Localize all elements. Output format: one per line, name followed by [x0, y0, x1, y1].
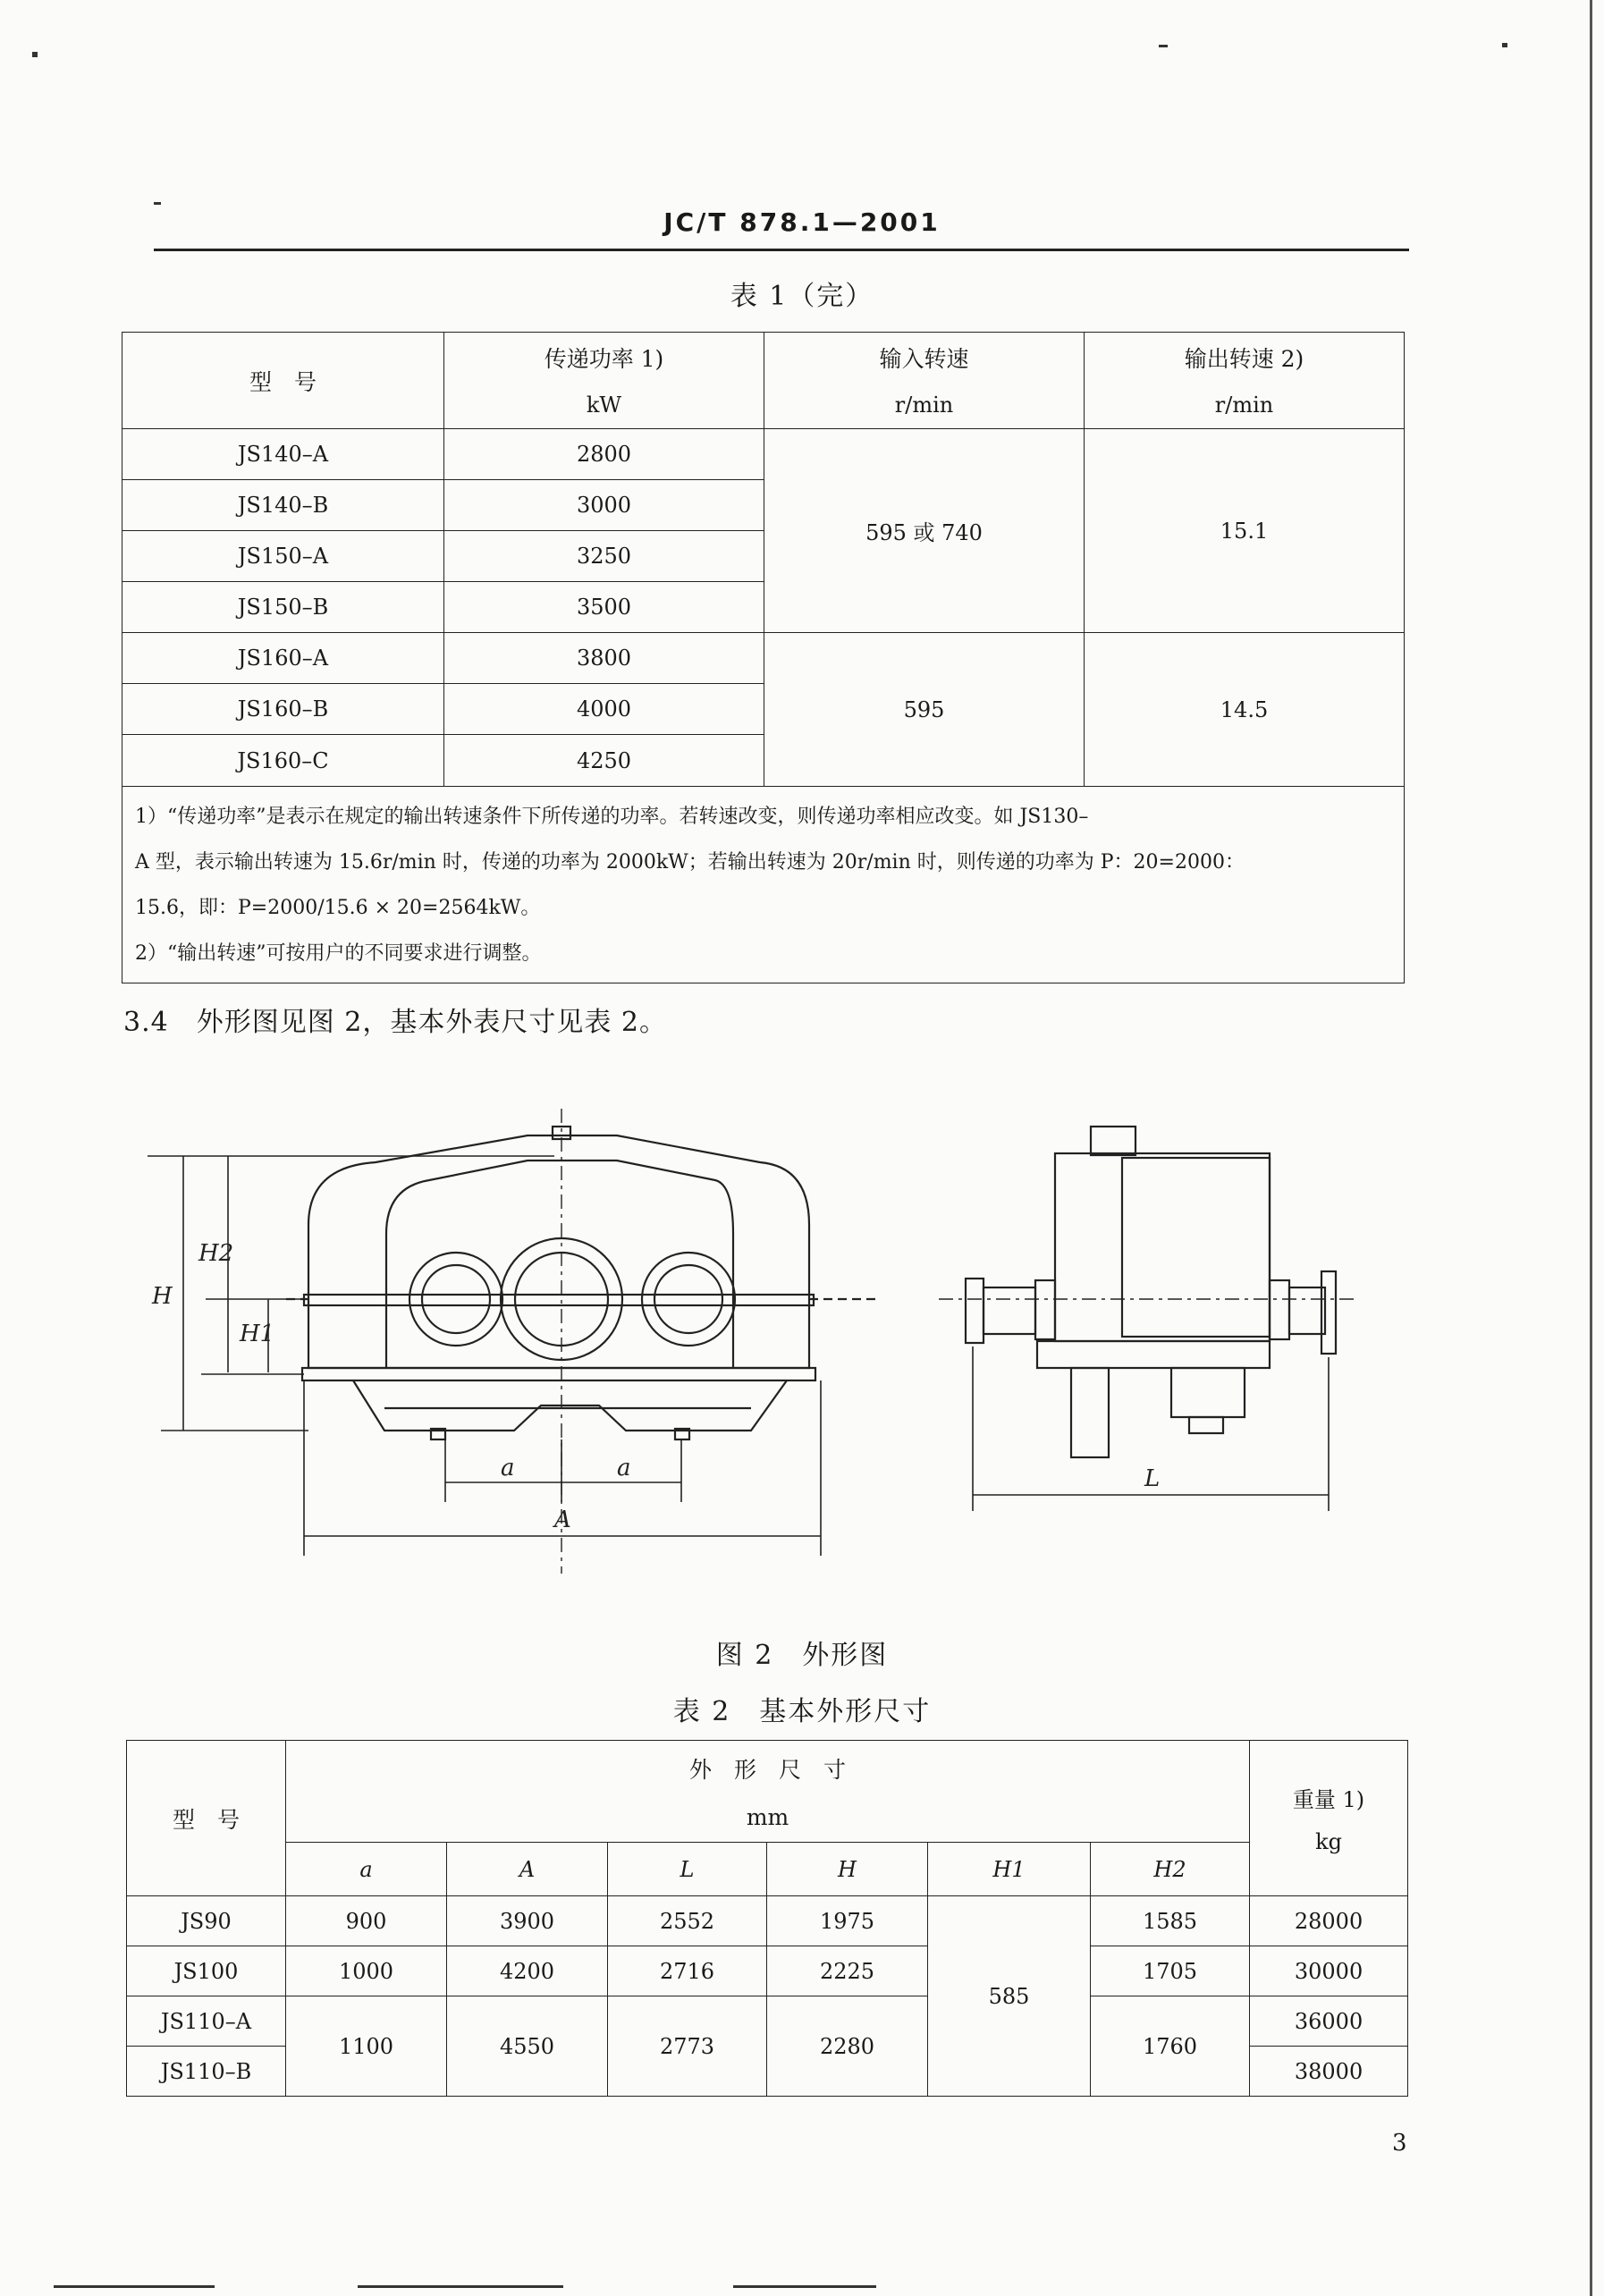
t1-model: JS150–B	[122, 582, 444, 633]
t2-col-L: L	[608, 1843, 767, 1896]
dim-H2: H2	[198, 1240, 234, 1267]
front-dimension-labels	[151, 1240, 631, 1533]
figure-caption: 图 2 外形图	[715, 1640, 889, 1671]
t1-note-line: 2）“输出转速”可按用户的不同要求进行调整。	[135, 941, 542, 965]
scan-dot	[1159, 45, 1168, 47]
figure-2-drawing	[0, 1073, 1604, 1574]
t1-power: 3000	[444, 480, 764, 531]
t2-header-weight	[1250, 1741, 1408, 1896]
dim-L: L	[1144, 1465, 1161, 1492]
t1-model: JS160–A	[122, 633, 444, 684]
t2-a: 900	[286, 1896, 447, 1946]
scan-dash	[54, 2285, 215, 2288]
t2-H: 1975	[767, 1896, 928, 1946]
dim-H: H	[152, 1283, 173, 1310]
t2-H: 2225	[767, 1946, 928, 1996]
t2-weight: 38000	[1250, 2047, 1408, 2097]
table2	[126, 1740, 1408, 2097]
t2-model: JS110–B	[127, 2047, 286, 2097]
table1-caption: 表 1（完）	[730, 281, 874, 312]
t2-a-merged: 1100	[286, 1996, 447, 2097]
t1-power: 3800	[444, 633, 764, 684]
t1-output-speed-group2: 14.5	[1085, 633, 1405, 787]
t1-power: 3500	[444, 582, 764, 633]
t1-header-output-speed: 输出转速 2)	[1085, 333, 1405, 383]
t1-power: 3250	[444, 531, 764, 582]
t2-weight: 28000	[1250, 1896, 1408, 1946]
t1-unit-input-speed: r/min	[764, 383, 1085, 429]
t2-header-dims-title: 外 形 尺 寸	[689, 1757, 847, 1783]
t1-power: 2800	[444, 429, 764, 480]
t1-header-power: 传递功率 1)	[444, 333, 764, 383]
t2-L: 2552	[608, 1896, 767, 1946]
t2-header-weight-unit: kg	[1315, 1829, 1342, 1854]
t1-note-line: 15.6，即：P=2000/15.6 × 20=2564kW。	[135, 896, 541, 919]
scan-dash	[358, 2285, 563, 2288]
t2-L: 2716	[608, 1946, 767, 1996]
t1-note-line: 1）“传递功率”是表示在规定的输出转速条件下所传递的功率。若转速改变，则传递功率相应改变。如 JS130–	[135, 805, 1089, 828]
t1-header-model: 型 号	[122, 333, 444, 429]
t1-power: 4250	[444, 735, 764, 787]
t1-model: JS160–C	[122, 735, 444, 787]
t1-unit-output-speed: r/min	[1085, 383, 1405, 429]
front-view	[286, 1109, 876, 1574]
t1-power: 4000	[444, 684, 764, 735]
t2-weight: 36000	[1250, 1996, 1408, 2047]
t2-a: 1000	[286, 1946, 447, 1996]
t1-model: JS160–B	[122, 684, 444, 735]
dim-A: A	[554, 1507, 571, 1533]
scan-dash	[733, 2285, 876, 2288]
dim-H1: H1	[240, 1321, 275, 1347]
side-view	[939, 1127, 1359, 1457]
header-rule	[154, 249, 1409, 251]
t2-L-merged: 2773	[608, 1996, 767, 2097]
page-number: 3	[1392, 2130, 1407, 2157]
standard-code: JC/T 878.1—2001	[663, 207, 941, 237]
t2-A: 4200	[447, 1946, 608, 1996]
t2-A: 3900	[447, 1896, 608, 1946]
t2-weight: 30000	[1250, 1946, 1408, 1996]
t2-model: JS90	[127, 1896, 286, 1946]
scan-dot	[154, 202, 161, 205]
t1-header-input-speed: 输入转速	[764, 333, 1085, 383]
t1-model: JS140–B	[122, 480, 444, 531]
t1-model: JS150–A	[122, 531, 444, 582]
t2-H-merged: 2280	[767, 1996, 928, 2097]
t2-col-a: a	[286, 1843, 447, 1896]
scan-dot	[32, 52, 38, 57]
t2-H2: 1705	[1091, 1946, 1250, 1996]
t2-col-H2: H2	[1091, 1843, 1250, 1896]
t1-input-speed-group2: 595	[764, 633, 1085, 787]
table2-caption: 表 2 基本外形尺寸	[672, 1696, 932, 1727]
t2-header-dims-unit: mm	[746, 1804, 789, 1830]
t2-A-merged: 4550	[447, 1996, 608, 2097]
t2-header-weight-title: 重量 1)	[1292, 1787, 1365, 1812]
t2-model: JS100	[127, 1946, 286, 1996]
t2-H2-merged: 1760	[1091, 1996, 1250, 2097]
t1-unit-power: kW	[444, 383, 764, 429]
section-3-4: 3.4 外形图见图 2，基本外表尺寸见表 2。	[123, 1007, 667, 1038]
t1-note-line: A 型，表示输出转速为 15.6r/min 时，传递的功率为 2000kW；若输出转速为 20r/min 时，则传递的功率为 P：20=2000：	[135, 850, 1245, 874]
t1-model: JS140–A	[122, 429, 444, 480]
table1	[122, 332, 1405, 983]
t2-col-A: A	[447, 1843, 608, 1896]
scan-dot	[1502, 43, 1507, 47]
t1-output-speed-group1: 15.1	[1085, 429, 1405, 633]
t2-H2: 1585	[1091, 1896, 1250, 1946]
t2-H1-merged: 585	[928, 1896, 1091, 2097]
t2-model: JS110–A	[127, 1996, 286, 2047]
t1-notes	[122, 787, 1405, 983]
dim-a-right: a	[617, 1455, 631, 1481]
t2-col-H: H	[767, 1843, 928, 1896]
t1-input-speed-group1: 595 或 740	[764, 429, 1085, 633]
t2-col-H1: H1	[928, 1843, 1091, 1896]
t2-header-model: 型 号	[127, 1741, 286, 1896]
dim-a-left: a	[501, 1455, 515, 1481]
front-dimensions	[148, 1156, 821, 1556]
t2-header-dims	[286, 1741, 1250, 1843]
